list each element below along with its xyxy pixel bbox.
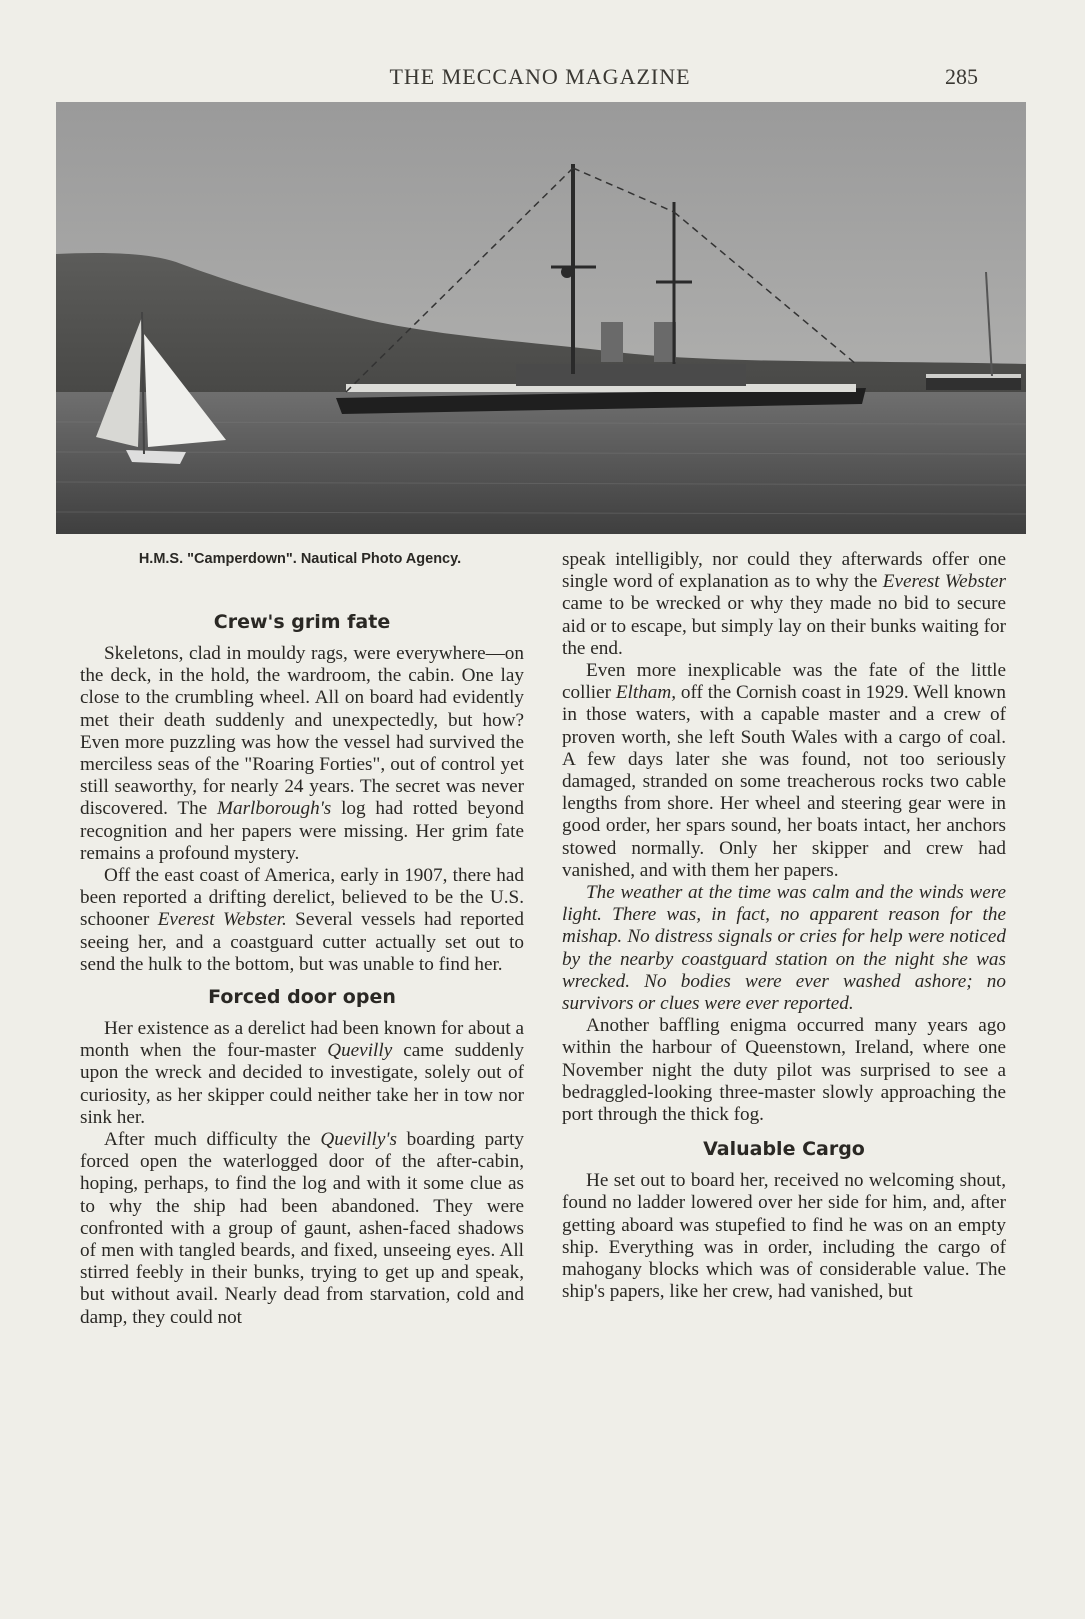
ship-name-everest-webster: Everest Webster. (157, 909, 287, 931)
paragraph-4 (80, 1129, 524, 1329)
paragraph-6-text: Even more inexplicable was the fate of the little collier (562, 660, 1006, 704)
paragraph-2-end: Several vessels had reported seeing her, and a coastguard cutter actually set out to send the hulk to the bottom, but was unable to find her. (80, 909, 524, 975)
ship-name-everest-webster-2: Everest Webster (882, 571, 1007, 593)
ship-name-quevilly: Quevilly (327, 1040, 393, 1062)
paragraph-3 (80, 1018, 524, 1129)
ship-name-quevillys: Quevilly's (320, 1129, 397, 1151)
paragraph-1-text: Skeletons, clad in mouldy rags, were everywhere—on the deck, in the hold, the wardroom, the cabin. One lay close to the crumbling wheel. All on board had evidently met their death suddenly and unexpectedly, but how? Even more puzzling was how the vessel had survived the merciless seas of the "Roaring Forties", out of control yet still seaworthy, for nearly 24 years. The secret was never discovered. The (80, 643, 524, 820)
paragraph-2-text: Off the east coast of America, early in 1907, there had been reported a drifting derelict, believed to be the U.S. schooner (80, 865, 524, 931)
paragraph-6 (562, 660, 1006, 882)
running-head (0, 64, 1085, 94)
page-number: 285 (945, 64, 978, 89)
left-column (80, 607, 524, 1329)
heading-valuable-cargo: Valuable Cargo (703, 1138, 865, 1161)
right-column (562, 549, 1006, 1304)
paragraph-5-text: speak intelligibly, nor could they afterwards offer one single word of explanation as to why the (562, 549, 1006, 593)
ship-photograph (56, 102, 1026, 534)
ship-name-eltham: Eltham, (615, 682, 677, 704)
paragraph-5-end: came to be wrecked or why they made no bid to secure aid or to escape, but simply lay on their bunks waiting for the end. (562, 593, 1006, 659)
paragraph-4-end: boarding party forced open the waterlogged door of the after-cabin, hoping, perhaps, to find the log and with it some clue as to why the ship had been abandoned. They were confronted with a group of gaunt, ashen-faced shadows of men with tangled beards, and fixed, unseeing eyes. All stirred feebly in their bunks, trying to get up and speak, but without avail. Nearly dead from starvation, cold and damp, they could not (80, 1129, 524, 1328)
paragraph-5 (562, 549, 1006, 660)
heading-forced-door-open: Forced door open (208, 986, 396, 1009)
paragraph-6-end: off the Cornish coast in 1929. Well known in those waters, with a capable master and a crew of proven worth, she left South Wales with a cargo of coal. A few days later she was found, not too seriously damaged, stranded on some treacherous rocks two cable lengths from shore. Her wheel and steering gear were in good order, her spars sound, her boats intact, her anchors stowed normally. Only her skipper and crew had vanished, and with them her papers. (562, 682, 1006, 881)
paragraph-9: He set out to board her, received no welcoming shout, found no ladder lowered over her side for him, and, after getting aboard was stupefied to find he was on an empty ship. Everything was in order, including the cargo of mahogany blocks which was of considerable value. The ship's papers, like her crew, had vanished, but (562, 1170, 1006, 1303)
paragraph-2 (80, 865, 524, 976)
paragraph-7: The weather at the time was calm and the winds were light. There was, in fact, no apparent reason for the mishap. No distress signals or cries for help were noticed by the nearby coastguard station on the night she was wrecked. No bodies were ever washed ashore; no survivors or clues were ever reported. (562, 882, 1006, 1015)
paragraph-1-end: log had rotted beyond recognition and her papers were missing. Her grim fate remains a profound mystery. (80, 798, 524, 864)
paragraph-8: Another baffling enigma occurred many years ago within the harbour of Queenstown, Ireland, where one November night the duty pilot was surprised to see a bedraggled-looking three-master slowly approaching the port through the thick fog. (562, 1015, 1006, 1126)
warship-harbour-image (56, 102, 1026, 534)
heading-crews-grim-fate: Crew's grim fate (213, 611, 391, 633)
paragraph-3-end: came suddenly upon the wreck and decided to investigate, solely out of curiosity, as her skipper could neither take her in tow nor sink her. (80, 1040, 525, 1128)
paragraph-1 (80, 643, 524, 865)
photo-caption: H.M.S. "Camperdown". Nautical Photo Agency. (138, 551, 462, 567)
ship-name-marlborough: Marlborough's (217, 798, 332, 820)
magazine-title: THE MECCANO MAGAZINE (389, 64, 691, 89)
paragraph-4-text: After much difficulty the (104, 1129, 321, 1151)
paragraph-3-text: Her existence as a derelict had been known for about a month when the four-master (80, 1018, 524, 1062)
